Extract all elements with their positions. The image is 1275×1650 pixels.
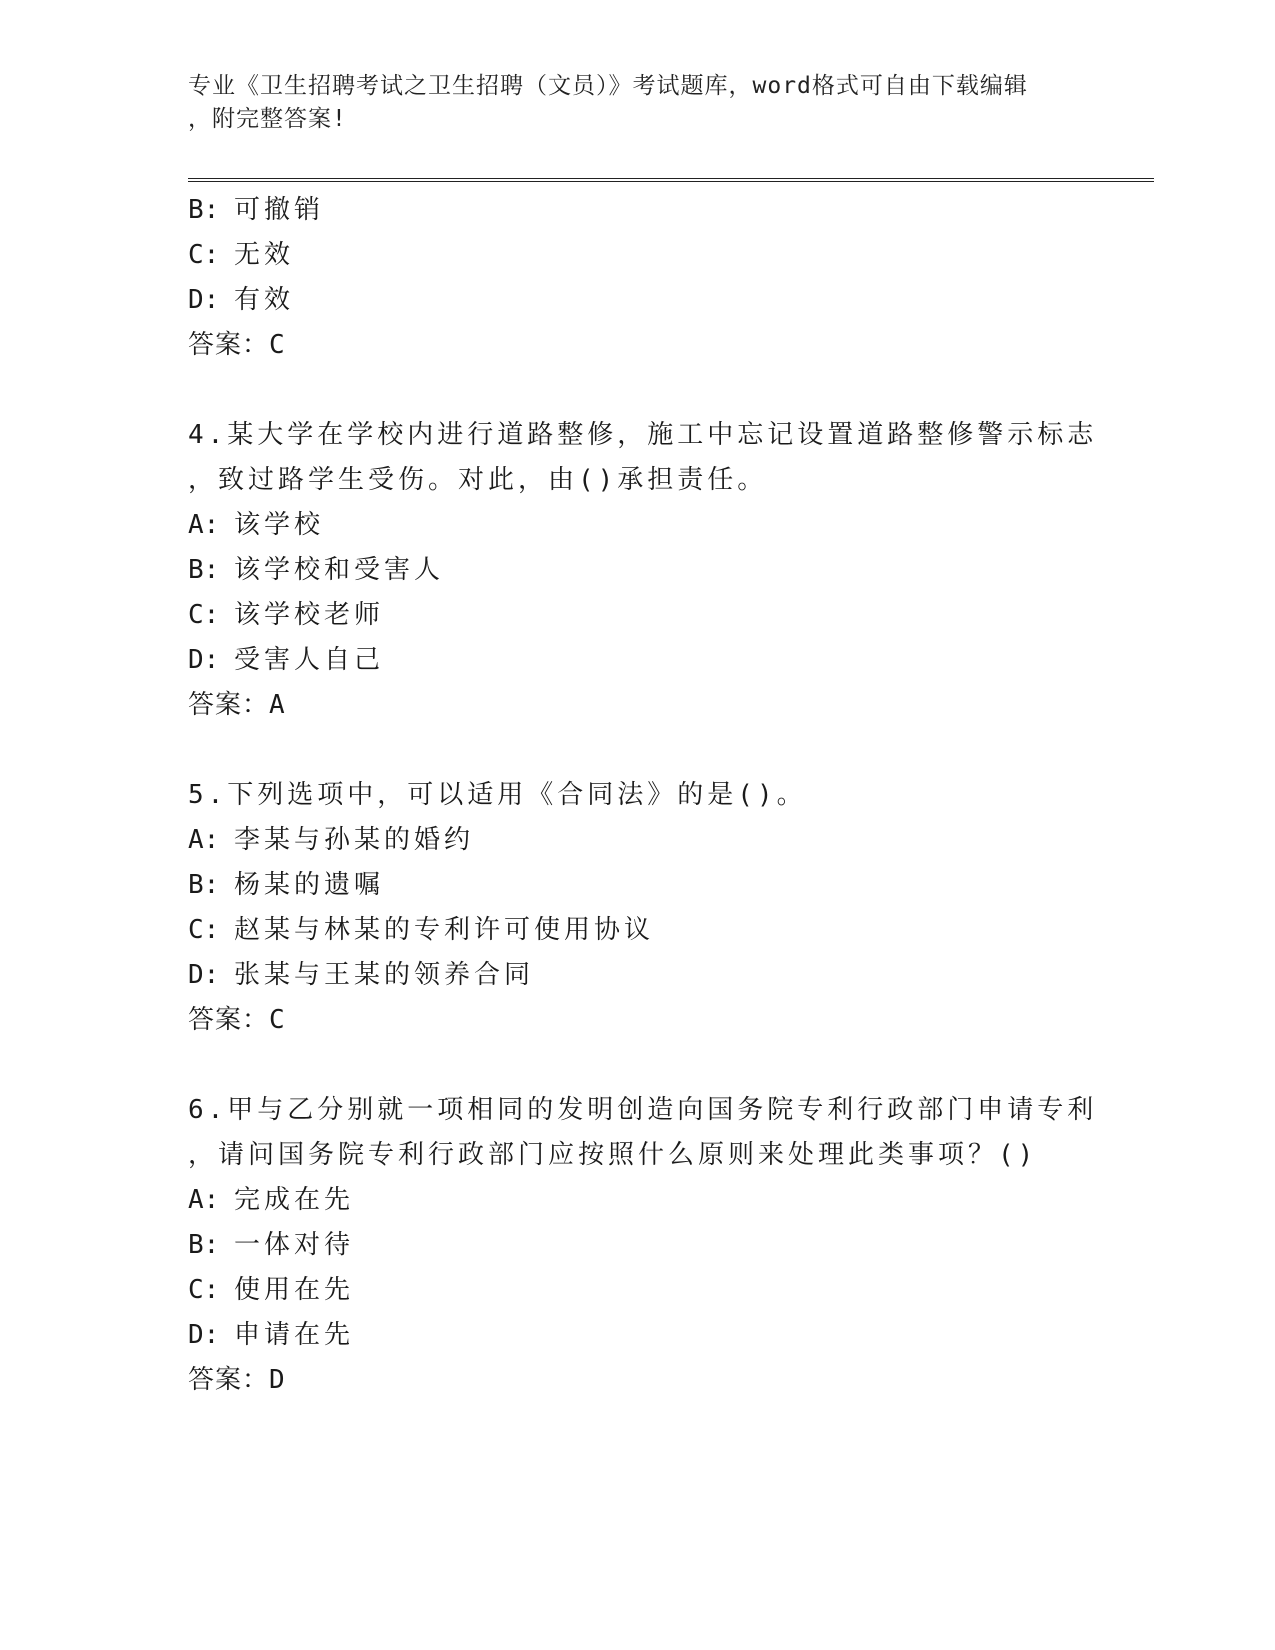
option-key: D: [188, 1320, 220, 1350]
option-key: C: [188, 1275, 220, 1305]
option-key: A: [188, 510, 220, 540]
option-text: 无效 [234, 240, 295, 270]
option-key: C: [188, 600, 220, 630]
q3-answer: 答案：C [188, 330, 286, 360]
option-text: 申请在先 [234, 1320, 355, 1350]
option-text: 赵某与林某的专利许可使用协议 [234, 915, 655, 945]
q6-option-a [188, 1183, 354, 1217]
option-text: 一体对待 [234, 1230, 355, 1260]
option-key: D: [188, 960, 220, 990]
option-key: A: [188, 825, 220, 855]
q4-option-a [188, 508, 324, 542]
q4-answer: 答案：A [188, 690, 286, 720]
q5-question-line-1: 5.下列选项中，可以适用《合同法》的是()。 [188, 780, 807, 810]
q5-option-c [188, 913, 654, 947]
q5-answer: 答案：C [188, 1005, 286, 1035]
q3-option-b [188, 193, 324, 227]
option-text: 完成在先 [234, 1185, 355, 1215]
q6-question-line-2: ，请问国务院专利行政部门应按照什么原则来处理此类事项？() [188, 1140, 1038, 1170]
option-text: 张某与王某的领养合同 [234, 960, 535, 990]
q4-option-c [188, 598, 384, 632]
q5-option-a [188, 823, 474, 857]
header-divider [188, 178, 1154, 182]
option-key: B: [188, 195, 220, 225]
option-text: 李某与孙某的婚约 [234, 825, 475, 855]
q6-question-line-1: 6.甲与乙分别就一项相同的发明创造向国务院专利行政部门申请专利 [188, 1095, 1098, 1125]
option-text: 该学校老师 [234, 600, 385, 630]
q4-option-d [188, 643, 384, 677]
q6-option-b [188, 1228, 354, 1262]
option-key: B: [188, 1230, 220, 1260]
q6-option-d [188, 1318, 354, 1352]
q3-option-c [188, 238, 294, 272]
option-text: 有效 [234, 285, 295, 315]
header-line-1: 专业《卫生招聘考试之卫生招聘（文员）》考试题库，word格式可自由下载编辑 [188, 73, 1028, 99]
q5-option-b [188, 868, 384, 902]
option-text: 该学校和受害人 [234, 555, 445, 585]
option-text: 该学校 [234, 510, 325, 540]
option-key: A: [188, 1185, 220, 1215]
q3-option-d [188, 283, 294, 317]
option-key: D: [188, 645, 220, 675]
page-header [188, 70, 1088, 136]
q6-option-c [188, 1273, 354, 1307]
option-text: 受害人自己 [234, 645, 385, 675]
q6-answer: 答案：D [188, 1365, 286, 1395]
option-text: 杨某的遗嘱 [234, 870, 385, 900]
q5-option-d [188, 958, 534, 992]
option-key: C: [188, 915, 220, 945]
option-key: B: [188, 555, 220, 585]
option-key: B: [188, 870, 220, 900]
option-text: 使用在先 [234, 1275, 355, 1305]
option-key: C: [188, 240, 220, 270]
header-line-2: ，附完整答案! [188, 106, 347, 132]
q4-question-line-1: 4.某大学在学校内进行道路整修，施工中忘记设置道路整修警示标志 [188, 420, 1098, 450]
q4-option-b [188, 553, 444, 587]
option-key: D: [188, 285, 220, 315]
option-text: 可撤销 [234, 195, 325, 225]
q4-question-line-2: ，致过路学生受伤。对此，由()承担责任。 [188, 465, 768, 495]
